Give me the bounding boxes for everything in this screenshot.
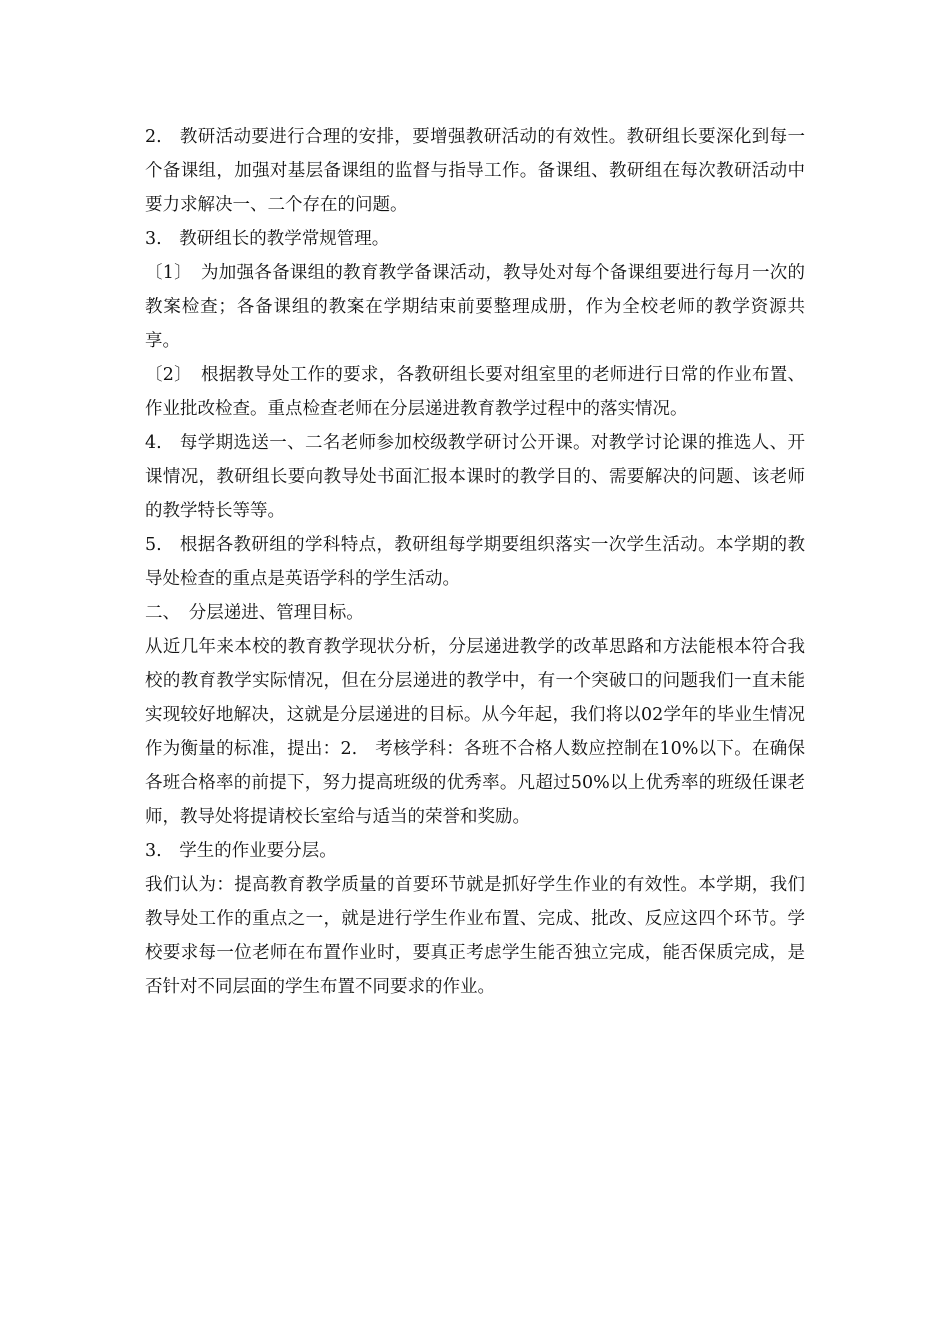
paragraph-subitem-2: 〔2〕 根据教导处工作的要求，各教研组长要对组室里的老师进行日常的作业布置、作业批改检查。重点检查老师在分层递进教育教学过程中的落实情况。 <box>145 365 805 419</box>
paragraph-item-4: 4. 每学期选送一、二名老师参加校级教学研讨公开课。对教学讨论课的推选人、开课情况，教研组长要向教导处书面汇报本课时的教学目的、需要解决的问题、该老师的教学特长等等。 <box>145 433 805 521</box>
paragraph-subitem-1: 〔1〕 为加强各备课组的教育教学备课活动，教导处对每个备课组要进行每月一次的教案检查；各备课组的教案在学期结束前要整理成册，作为全校老师的教学资源共享。 <box>145 263 805 351</box>
paragraph-item-5: 5. 根据各教研组的学科特点，教研组每学期要组织落实一次学生活动。本学期的教导处检查的重点是英语学科的学生活动。 <box>145 535 805 589</box>
paragraph-item-2: 2. 教研活动要进行合理的安排，要增强教研活动的有效性。教研组长要深化到每一个备课组，加强对基层备课组的监督与指导工作。备课组、教研组在每次教研活动中要力求解决一、二个存在的问题。 <box>145 127 805 215</box>
paragraph-homework-heading: 3. 学生的作业要分层。 <box>145 841 337 861</box>
section-heading-2: 二、 分层递进、管理目标。 <box>145 603 364 623</box>
paragraph-goals: 从近几年来本校的教育教学现状分析，分层递进教学的改革思路和方法能根本符合我校的教育教学实际情况，但在分层递进的教学中，有一个突破口的问题我们一直未能实现较好地解决，这就是分层递进的目标。从今年起，我们将以02学年的毕业生情况作为衡量的标准，提出：2. 考核学科：各班不合格人数应控制在10%以下。在确保各班合格率的前提下，努力提高班级的优秀率。凡超过50%以上优秀率的班级任课老师，教导处将提请校长室给与适当的荣誉和奖励。 <box>145 637 805 827</box>
document-body <box>145 120 805 1004</box>
paragraph-item-3-heading: 3. 教研组长的教学常规管理。 <box>145 229 390 249</box>
paragraph-homework: 我们认为：提高教育教学质量的首要环节就是抓好学生作业的有效性。本学期，我们教导处工作的重点之一，就是进行学生作业布置、完成、批改、反应这四个环节。学校要求每一位老师在布置作业时，要真正考虑学生能否独立完成，能否保质完成，是否针对不同层面的学生布置不同要求的作业。 <box>145 875 805 997</box>
